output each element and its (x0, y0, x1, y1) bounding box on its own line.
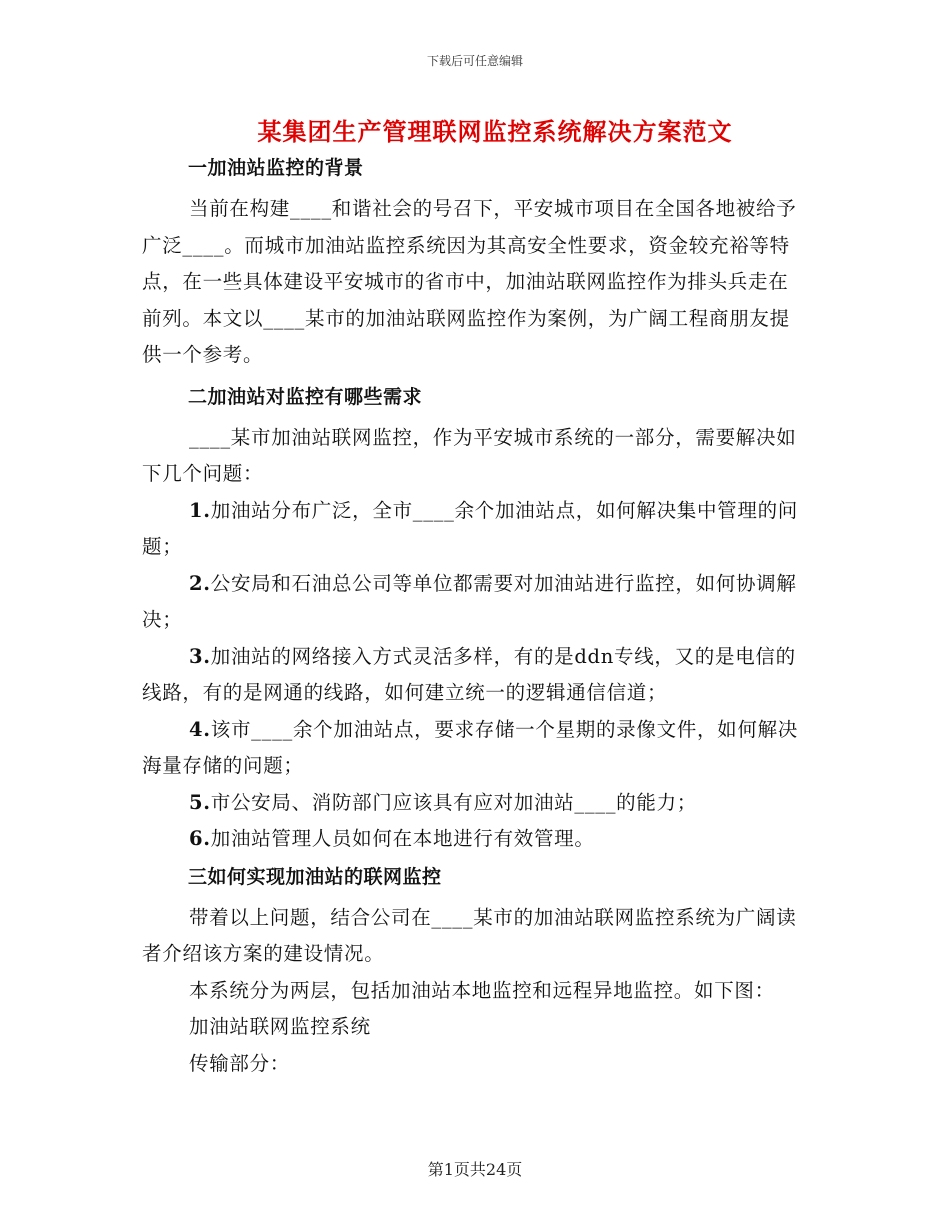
list-item (142, 639, 806, 712)
list-item (142, 785, 806, 822)
document-title: 某集团生产管理联网监控系统解决方案范文 (257, 117, 733, 146)
list-item-number: 5. (189, 790, 211, 814)
list-item-number: 2. (189, 571, 211, 595)
list-item-text: 加油站管理人员如何在本地进行有效管理。 (210, 827, 595, 850)
list-item-number: 4. (189, 717, 211, 741)
list-item (142, 821, 806, 858)
implementation-paragraph: 带着以上问题，结合公司在____某市的加油站联网监控系统为广阔读者介绍该方案的建设情况。 (142, 905, 797, 965)
list-item-text: 市公安局、消防部门应该具有应对加油站____的能力； (210, 790, 697, 814)
background-paragraph: 当前在构建____和谐社会的号召下，平安城市项目在全国各地被给予广泛____。而城市加油站监控系统因为其高安全性要求，资金较充裕等特点，在一些具体建设平安城市的省市中，加油站联网监控作为排头兵走在前列。本文以____某市的加油站联网监控作为案例，为广阔工程商朋友提供一个参考。 (142, 197, 797, 366)
list-item (142, 493, 806, 566)
document-body (142, 150, 806, 1082)
list-item-text: 加油站分布广泛，全市____余个加油站点，如何解决集中管理的问题； (142, 498, 798, 558)
page-footer: 第1页共24页 (427, 1160, 523, 1179)
list-item (142, 566, 806, 639)
list-item-number: 6. (189, 827, 211, 850)
section-heading-background: 一加油站监控的背景 (188, 157, 364, 179)
list-item-text: 该市____余个加油站点，要求存储一个星期的录像文件，如何解决海量存储的问题； (142, 717, 798, 777)
list-item-text: 加油站的网络接入方式灵活多样，有的是ddn专线，又的是电信的线路，有的是网通的线路，如何建立统一的逻辑通信信道； (142, 644, 796, 704)
list-item-number: 3. (189, 644, 211, 668)
system-layers-paragraph: 本系统分为两层，包括加油站本地监控和远程异地监控。如下图： (189, 978, 775, 1002)
list-item-text: 公安局和石油总公司等单位都需要对加油站进行监控，如何协调解决； (142, 571, 797, 631)
page-header: 下载后可任意编辑 (426, 54, 523, 68)
section-heading-requirements: 二加油站对监控有哪些需求 (188, 385, 423, 408)
requirements-intro: ____某市加油站联网监控，作为平安城市系统的一部分，需要解决如下几个问题： (142, 425, 797, 485)
section-heading-implementation: 三如何实现加油站的联网监控 (188, 865, 442, 888)
list-item (142, 712, 806, 785)
list-item-number: 1. (189, 498, 211, 522)
transmission-label: 传输部分： (189, 1051, 291, 1075)
figure-caption: 加油站联网监控系统 (189, 1015, 371, 1038)
